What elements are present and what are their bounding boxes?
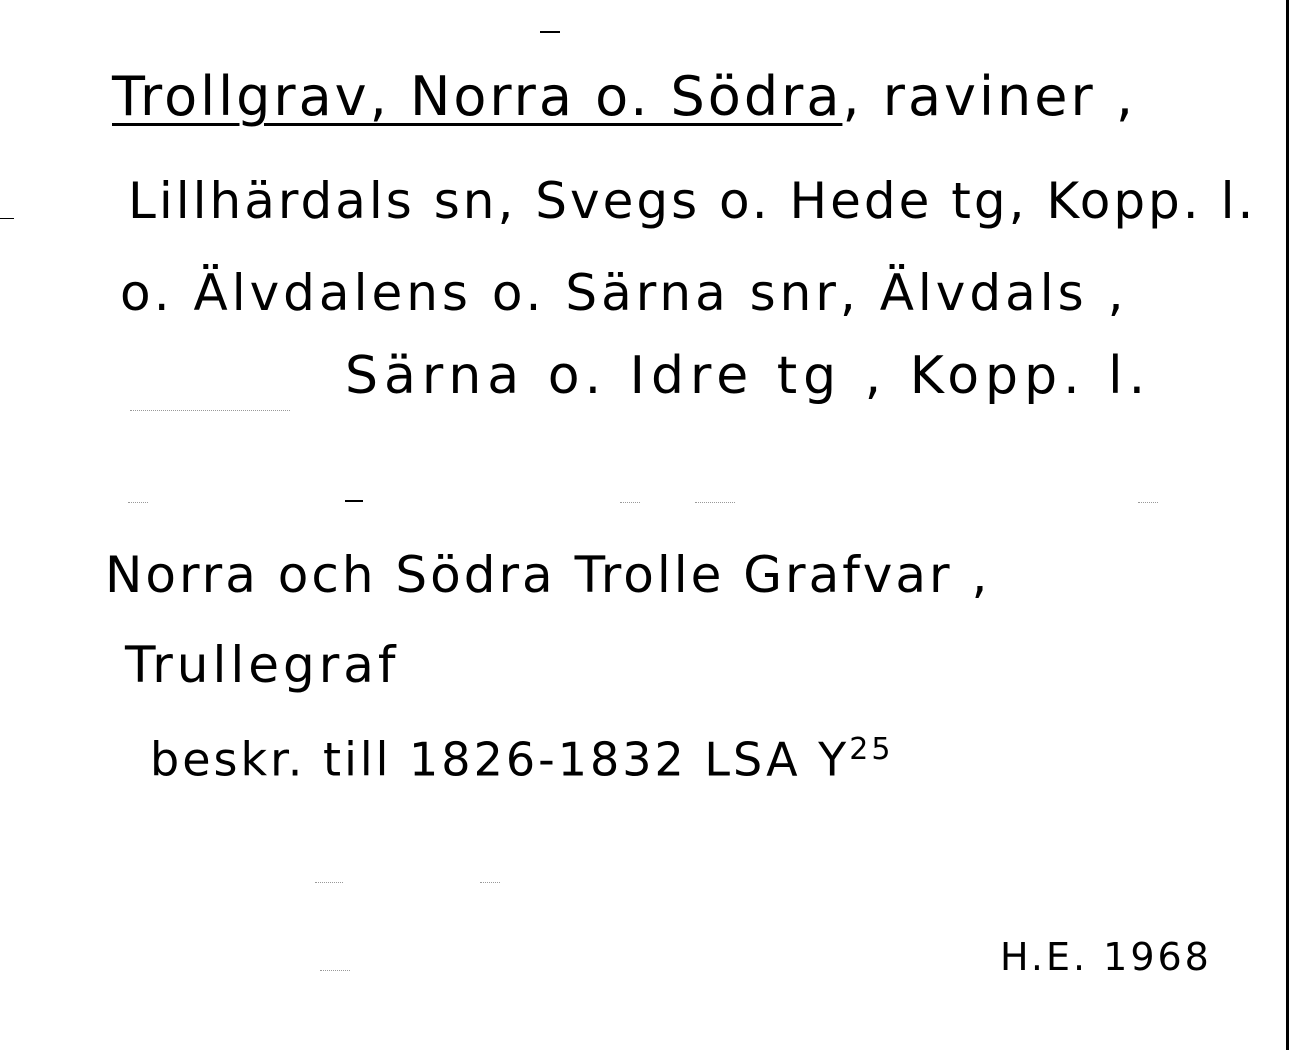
entry-line-3: o. Älvdalens o. Särna snr, Älvdals , [120, 264, 1128, 322]
mid-tick-mark [345, 500, 363, 502]
top-tick-mark [540, 31, 560, 33]
scan-noise [1138, 502, 1158, 504]
source-reference-line [150, 732, 894, 787]
source-reference-superscript: 25 [849, 732, 894, 767]
entry-line-2: Lillhärdals sn, Svegs o. Hede tg, Kopp. l. [128, 172, 1257, 230]
entry-line-1 [112, 65, 1136, 128]
scan-noise [320, 970, 350, 972]
variant-name-line: Trullegraf [125, 636, 400, 694]
scan-noise [315, 882, 343, 884]
entry-type: , raviner , [842, 65, 1136, 128]
entry-line-4: Särna o. Idre tg , Kopp. l. [345, 346, 1152, 406]
scan-noise [480, 882, 500, 884]
scan-noise [130, 410, 290, 412]
card-edge-line [1286, 0, 1289, 1050]
left-tick-mark [0, 218, 14, 219]
entry-headword: Trollgrav, Norra o. Södra [112, 65, 843, 128]
signature: H.E. 1968 [1000, 935, 1212, 979]
historical-name-line: Norra och Södra Trolle Grafvar , [105, 546, 991, 604]
scan-noise [620, 502, 640, 504]
scan-noise [695, 502, 735, 504]
scan-noise [128, 502, 148, 504]
source-reference: beskr. till 1826-1832 LSA Y [150, 732, 850, 787]
